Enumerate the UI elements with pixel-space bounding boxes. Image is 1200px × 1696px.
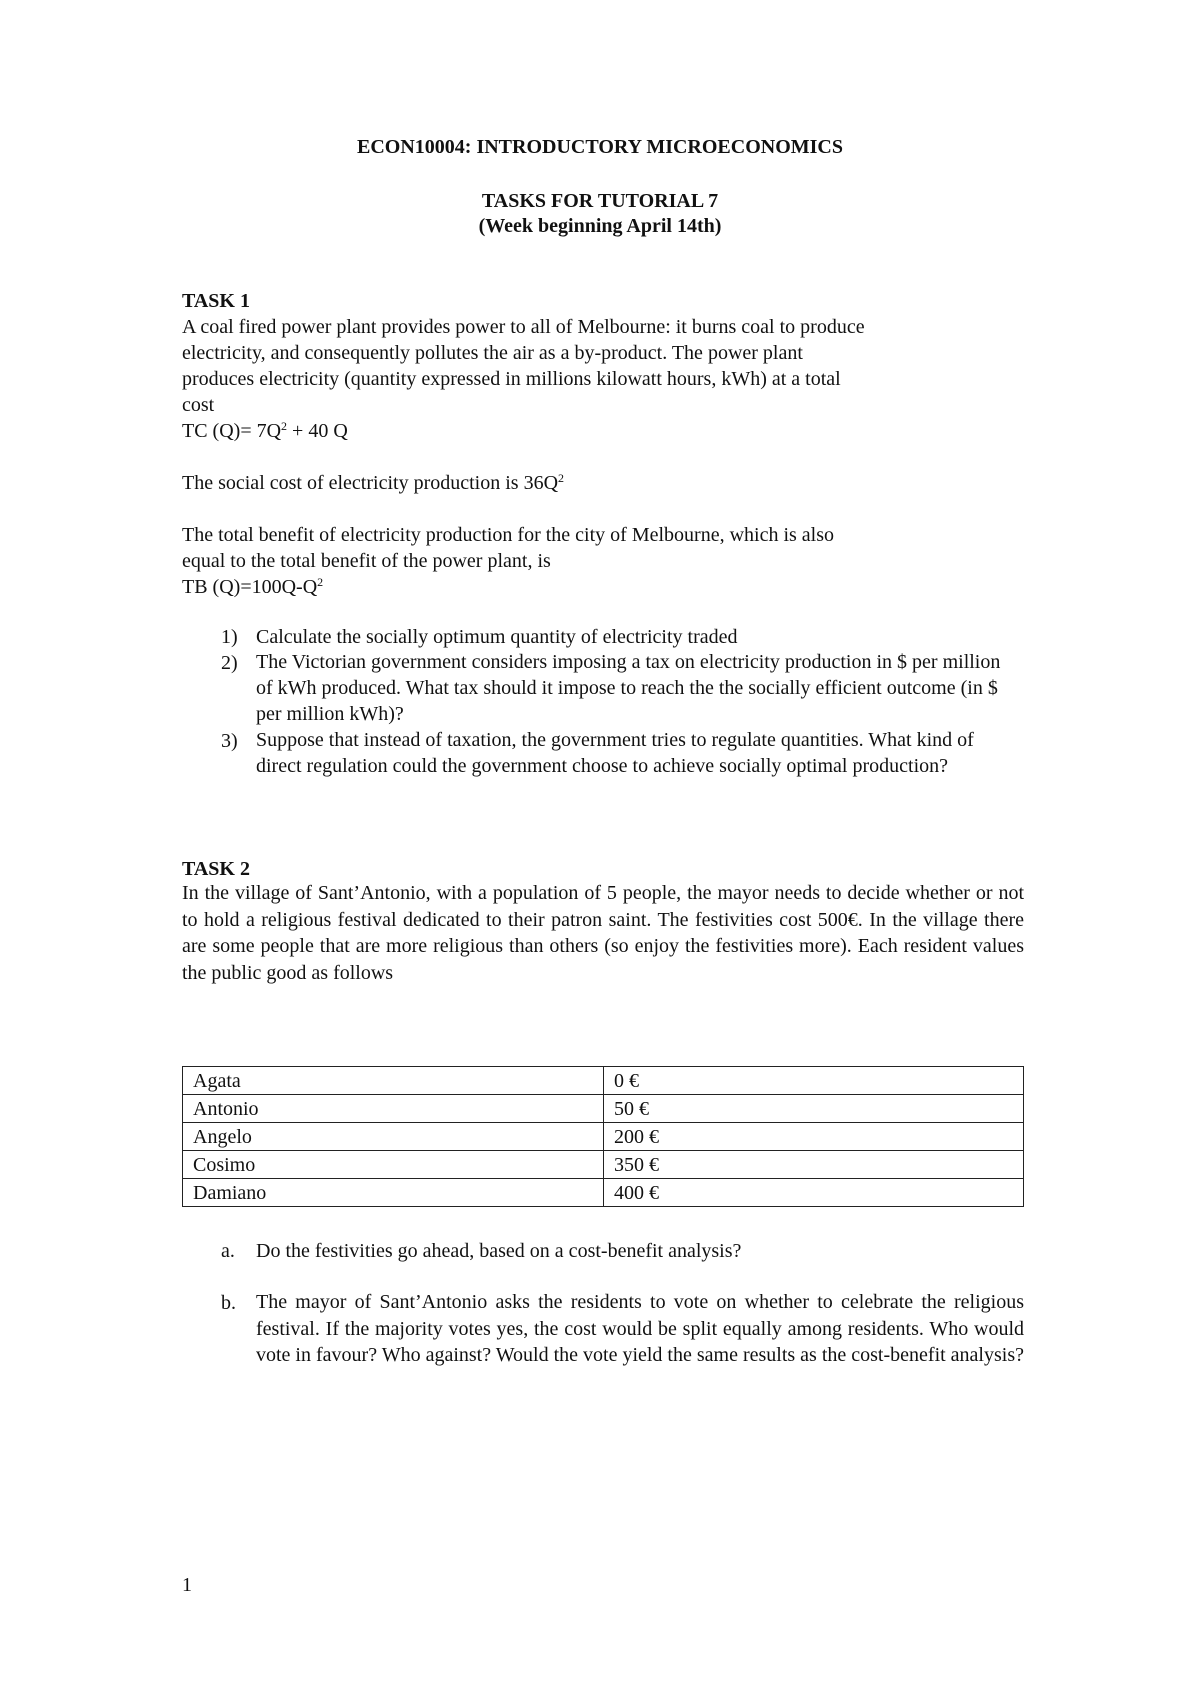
task1-intro-line: cost — [182, 394, 215, 416]
question-number: 3) — [221, 730, 238, 752]
task1-question — [221, 727, 1021, 779]
task1-question — [221, 649, 1021, 727]
question-number: 1) — [221, 626, 238, 648]
social-cost-statement — [182, 469, 564, 497]
resident-name: Cosimo — [183, 1151, 604, 1179]
tb-formula-prefix: TB (Q)=100Q-Q — [182, 576, 318, 598]
resident-value: 50 € — [604, 1095, 1024, 1123]
social-cost-exponent: 2 — [558, 471, 565, 485]
benefit-line: equal to the total benefit of the power plant, is — [182, 550, 551, 572]
table-row — [183, 1067, 1024, 1095]
question-number: a. — [221, 1240, 235, 1262]
table-row — [183, 1179, 1024, 1207]
task1-intro-line: produces electricity (quantity expressed in millions kilowatt hours, kWh) at a total — [182, 368, 841, 390]
question-number: 2) — [221, 652, 238, 674]
resident-valuation-table — [182, 1066, 1024, 1207]
benefit-line: The total benefit of electricity production for the city of Melbourne, which is also — [182, 524, 835, 546]
question-text: The mayor of Sant’Antonio asks the residents to vote on whether to celebrate the religious festival. If the majority votes yes, the cost would be split equally among residents. Who would vote in favour? Who against? Would the vote yield the same results as the cost-benefit analysis? — [256, 1291, 1024, 1366]
page-number: 1 — [182, 1574, 192, 1596]
resident-name: Agata — [183, 1067, 604, 1095]
resident-value: 400 € — [604, 1179, 1024, 1207]
table-row — [183, 1123, 1024, 1151]
table-row — [183, 1095, 1024, 1123]
resident-value: 350 € — [604, 1151, 1024, 1179]
resident-value: 200 € — [604, 1123, 1024, 1151]
task2-question — [221, 1289, 1024, 1369]
total-cost-formula — [182, 417, 348, 445]
tb-formula-exponent: 2 — [317, 575, 324, 589]
resident-name: Antonio — [183, 1095, 604, 1123]
task1-question — [221, 623, 1021, 651]
question-text: Do the festivities go ahead, based on a cost-benefit analysis? — [256, 1240, 742, 1262]
document-title: TASKS FOR TUTORIAL 7 — [481, 190, 719, 212]
question-text: Suppose that instead of taxation, the government tries to regulate quantities. What kind of direct regulation could the government choose to achieve socially optimal production? — [256, 729, 974, 777]
course-title: ECON10004: INTRODUCTORY MICROECONOMICS — [357, 136, 843, 158]
question-text: Calculate the socially optimum quantity of electricity traded — [256, 626, 738, 648]
table-row — [183, 1151, 1024, 1179]
resident-name: Angelo — [183, 1123, 604, 1151]
task2-heading: TASK 2 — [182, 858, 250, 880]
document-subtitle: (Week beginning April 14th) — [478, 215, 722, 237]
task1-intro-line: electricity, and consequently pollutes the air as a by-product. The power plant — [182, 342, 803, 364]
tc-formula-prefix: TC (Q)= 7Q — [182, 420, 282, 442]
social-cost-prefix: The social cost of electricity production is 36Q — [182, 472, 559, 494]
resident-value: 0 € — [604, 1067, 1024, 1095]
question-number: b. — [221, 1292, 236, 1314]
task2-intro: In the village of Sant’Antonio, with a population of 5 people, the mayor needs to decide whether or not to hold a religious festival dedicated to their patron saint. The festivities cost 500€. In the village there are some people that are more religious than others (so enjoy the festivities more). Each resident values the public good as follows — [182, 882, 1024, 984]
total-benefit-formula — [182, 573, 323, 601]
question-text: The Victorian government considers imposing a tax on electricity production in $ per million of kWh produced. What tax should it impose to reach the the socially efficient outcome (in $ per million kWh)? — [256, 651, 1001, 725]
task1-heading: TASK 1 — [182, 290, 250, 312]
task2-question — [221, 1237, 1024, 1265]
task1-intro-line: A coal fired power plant provides power to all of Melbourne: it burns coal to produce — [182, 316, 865, 338]
tc-formula-suffix: + 40 Q — [287, 420, 348, 442]
resident-name: Damiano — [183, 1179, 604, 1207]
tc-formula-exponent: 2 — [281, 419, 288, 433]
